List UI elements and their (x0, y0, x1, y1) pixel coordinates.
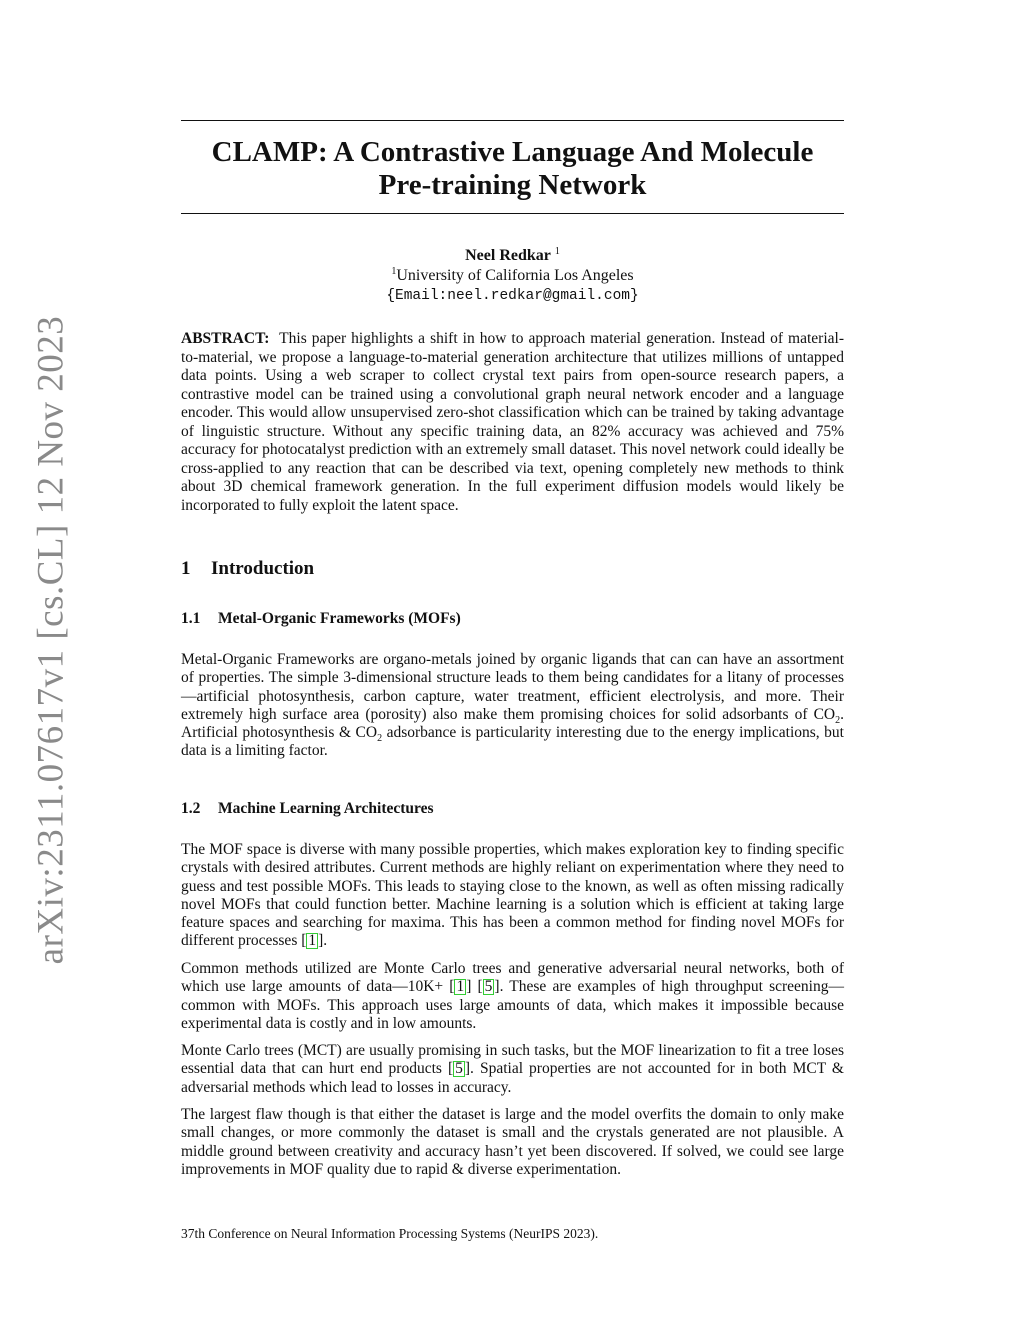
title-top-rule (181, 120, 844, 121)
ml-p4-text: The largest flaw though is that either the dataset is large and the model overfits the domain to only make small changes, or more commonly the dataset is small and the crystals generated are not plausible. A middle ground between creativity and accuracy hasn’t yet been discovered. If solved, we could see large improvements in MOF quality due to rapid & diverse experimentation. (181, 1106, 844, 1178)
ml-p2-text: Common methods utilized are Monte Carlo trees and generative adversarial neural networks, both of which use large amounts of data—10K+ [ (181, 960, 844, 996)
affiliation-line (181, 266, 844, 286)
abstract (181, 330, 844, 515)
ml-paragraph-2 (181, 960, 844, 1033)
author-email: {Email:neel.redkar@gmail.com} (386, 288, 639, 304)
ml-p2-mid: ] [ (466, 978, 483, 996)
ml-p2-end: ]. These are examples of high throughput screening—common with MOFs. This approach uses large amounts of data, which makes it impossible because experimental data is costly and in low amounts. (181, 978, 844, 1032)
citation-link[interactable]: 5 (455, 1060, 463, 1078)
ml-paragraph-1 (181, 841, 844, 951)
ml-p3-end: ]. Spatial properties are not accounted for in both MCT & adversarial methods which lead to losses in accuracy. (181, 1060, 844, 1096)
title-line-2: Pre-training Network (378, 169, 647, 201)
abstract-label: ABSTRACT: (181, 330, 270, 347)
ml-p1-end: ]. (318, 932, 328, 950)
author-block (181, 246, 844, 306)
mofs-text-a: Metal-Organic Frameworks are organo-metals joined by organic ligands that can can have an assortment of properties. The simple 3-dimensional structure leads to them being candidates for a litany of processes—artificial photosynthesis, carbon capture, water treatment, efficient electrolysis, and more. Their extremely high surface area (porosity) also make them promising choices for solid adsorbants of CO (181, 651, 844, 723)
ml-paragraph-4 (181, 1106, 844, 1179)
subsection-number: 1.1 (181, 610, 201, 627)
co2-subscript: 2 (835, 714, 841, 726)
ml-p1-text: The MOF space is diverse with many possible properties, which makes exploration key to finding specific crystals with desired attributes. Current methods are highly reliant on experimentation where they need to guess and test possible MOFs. This leads to staying close to the known, as well as often missing radically novel MOFs that could function better. Machine learning is a solution which is efficient at taking large feature spaces and searching for maxima. This has been a common method for finding novel MOFs for different processes [ (181, 841, 844, 950)
subsection-ml-heading (181, 800, 434, 818)
section-number: 1 (181, 558, 191, 579)
author-line (181, 246, 844, 266)
author-superscript: 1 (554, 246, 560, 257)
arxiv-stamp: arXiv:2311.07617v1 [cs.CL] 12 Nov 2023 (30, 315, 72, 965)
section-introduction-heading (181, 558, 314, 580)
title-line-1: CLAMP: A Contrastive Language And Molecule (211, 136, 814, 168)
mofs-text-c: adsorbance is particularity interesting due to the energy implications, but data is a limiting factor. (181, 724, 844, 760)
co2-subscript: 2 (377, 733, 383, 745)
affiliation-superscript: 1 (391, 266, 397, 277)
paper-title (181, 136, 844, 202)
ml-p3-text: Monte Carlo trees (MCT) are usually promising in such tasks, but the MOF linearization to fit a tree loses essential data that can hurt end products [ (181, 1042, 844, 1078)
subsection-title: Machine Learning Architectures (218, 800, 434, 817)
subsection-title: Metal-Organic Frameworks (MOFs) (218, 610, 461, 627)
citation-link[interactable]: 1 (308, 932, 317, 950)
conference-footnote: 37th Conference on Neural Information Processing Systems (NeurIPS 2023). (181, 1226, 599, 1241)
author-name: Neel Redkar (465, 247, 551, 264)
citation-link[interactable]: 1 (456, 978, 465, 996)
citation-link[interactable]: 5 (484, 978, 493, 996)
subsection-mofs-heading (181, 610, 461, 628)
mofs-text-b: . Artificial photosynthesis & CO (181, 705, 844, 742)
mofs-paragraph (181, 651, 844, 761)
section-title: Introduction (211, 558, 315, 579)
ml-paragraph-3 (181, 1042, 844, 1097)
title-bottom-rule (181, 213, 844, 214)
affiliation: University of California Los Angeles (396, 267, 634, 284)
subsection-number: 1.2 (181, 800, 201, 817)
abstract-text: This paper highlights a shift in how to approach material generation. Instead of material-to-material, we propose a language-to-material generation architecture that utilizes millions of untapped data points. Using a web scraper to collect crystal text pairs from open-source research papers, a contrastive model can be trained using a convolutional graph neural network encoder and a language encoder. This would allow unsupervised zero-shot classification which can be trained by taking advantage of linguistic structure. Without any specific training data, an 82% accuracy was achieved and 75% accuracy for photocatalyst prediction with an extremely small dataset. This novel network could ideally be cross-applied to any reaction that can be described via text, opening completely new methods to think about 3D chemical framework generation. In the full experiment diffusion models would likely be incorporated to fully exploit the latent space. (181, 330, 844, 514)
